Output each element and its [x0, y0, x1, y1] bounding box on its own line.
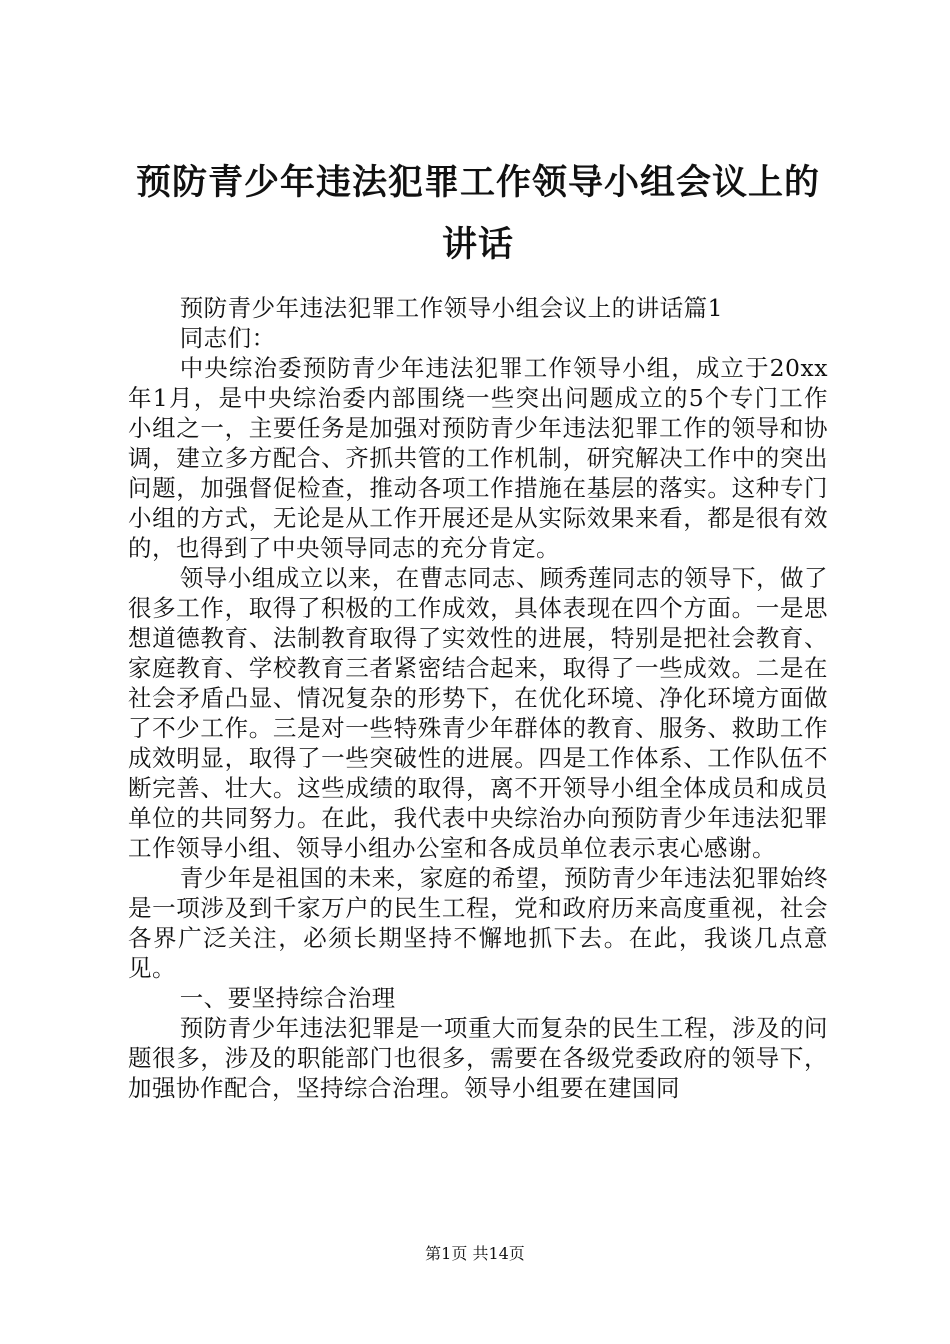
section-heading: 预防青少年违法犯罪工作领导小组会议上的讲话篇1	[179, 294, 724, 322]
document-title: 预防青少年违法犯罪工作领导小组会议上的讲话	[135, 163, 820, 265]
paragraph: 青少年是祖国的未来，家庭的希望，预防青少年违法犯罪始终是一项涉及到千家万户的民生工程，党和政府历来高度重视，社会各界广泛关注，必须长期坚持不懈地抓下去。在此，我谈几点意见。	[128, 864, 828, 982]
page-footer: 第1页 共14页	[425, 1244, 525, 1263]
paragraph: 领导小组成立以来，在曹志同志、顾秀莲同志的领导下，做了很多工作，取得了积极的工作成效，具体表现在四个方面。一是思想道德教育、法制教育取得了实效性的进展，特别是把社会教育、家庭教育、学校教育三者紧密结合起来，取得了一些成效。二是在社会矛盾凸显、情况复杂的形势下，在优化环境、净化环境方面做了不少工作。三是对一些特殊青少年群体的教育、服务、救助工作成效明显，取得了一些突破性的进展。四是工作体系、工作队伍不断完善、壮大。这些成绩的取得，离不开领导小组全体成员和成员单位的共同努力。在此，我代表中央综治办向预防青少年违法犯罪工作领导小组、领导小组办公室和各成员单位表示衷心感谢。	[128, 564, 828, 862]
salutation: 同志们：	[179, 324, 276, 352]
document-body	[128, 293, 828, 1103]
subheading: 一、要坚持综合治理	[179, 984, 396, 1012]
paragraph: 预防青少年违法犯罪是一项重大而复杂的民生工程，涉及的问题很多，涉及的职能部门也很多，需要在各级党委政府的领导下，加强协作配合，坚持综合治理。领导小组要在建国同	[128, 1014, 828, 1102]
paragraph: 中央综治委预防青少年违法犯罪工作领导小组，成立于20xx年1月，是中央综治委内部围绕一些突出问题成立的5个专门工作小组之一，主要任务是加强对预防青少年违法犯罪工作的领导和协调，建立多方配合、齐抓共管的工作机制，研究解决工作中的突出问题，加强督促检查，推动各项工作措施在基层的落实。这种专门小组的方式，无论是从工作开展还是从实际效果来看，都是很有效的，也得到了中央领导同志的充分肯定。	[128, 354, 828, 562]
